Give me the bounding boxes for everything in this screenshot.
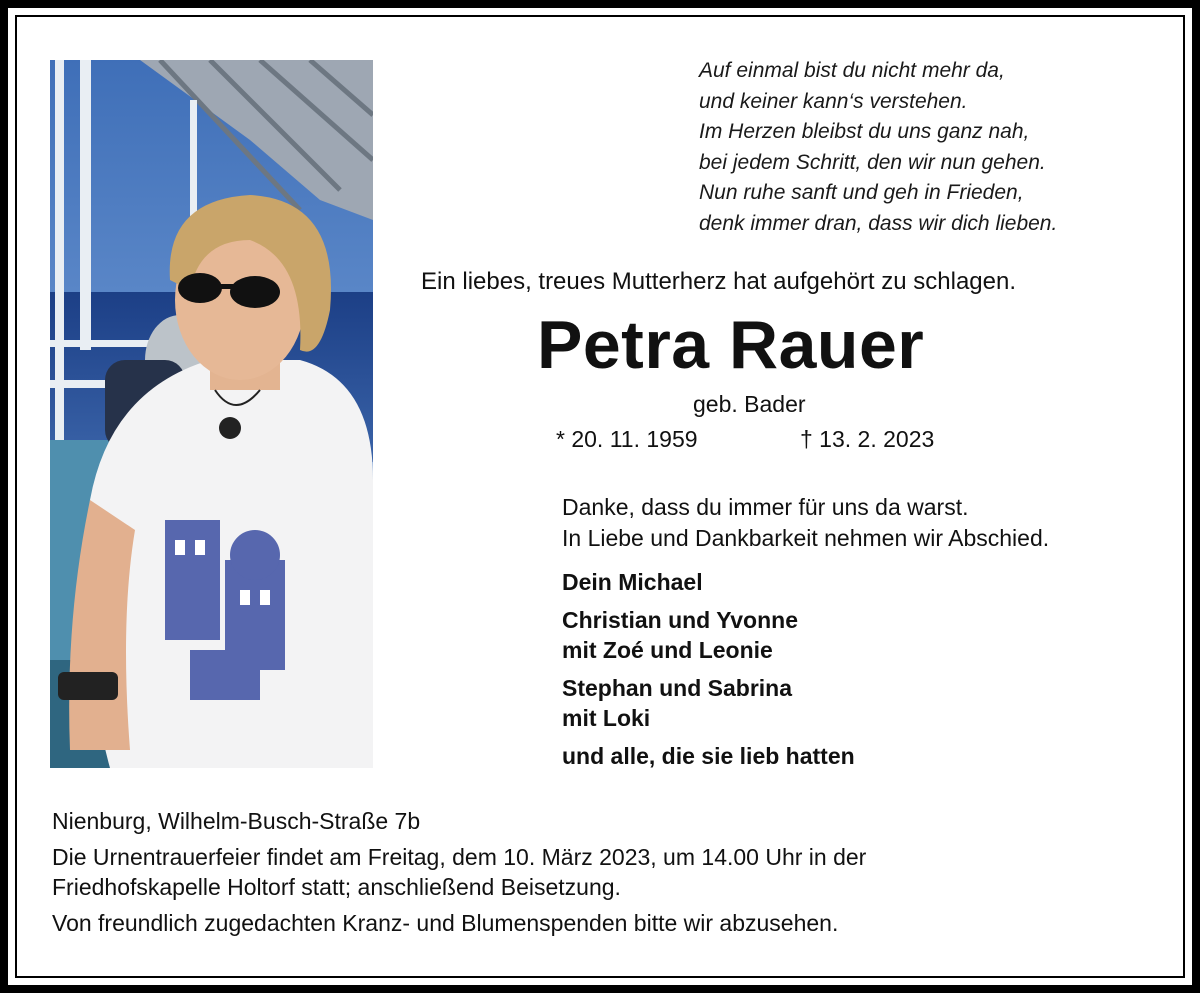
memorial-poem <box>699 56 1057 239</box>
family-line: und alle, die sie lieb hatten <box>562 742 855 769</box>
family-line: Christian und Yvonne <box>562 606 798 633</box>
portrait-photo <box>50 60 373 768</box>
family-group <box>562 605 855 666</box>
family-signatures <box>562 567 855 778</box>
donations-line: Von freundlich zugedachten Kranz- und Blumenspenden bitte wir abzusehen. <box>52 910 839 936</box>
family-group <box>562 673 855 734</box>
thanks-line: In Liebe und Dankbarkeit nehmen wir Abschied. <box>562 525 1050 551</box>
maiden-name: geb. Bader <box>693 391 806 417</box>
poem-line: Auf einmal bist du nicht mehr da, <box>699 59 1005 82</box>
family-line: mit Zoé und Leonie <box>562 637 773 663</box>
family-group <box>562 567 855 598</box>
ceremony-line: Friedhofskapelle Holtorf statt; anschließend Beisetzung. <box>52 874 621 900</box>
intro-text: Ein liebes, treues Mutterherz hat aufgehört zu schlagen. <box>421 268 1017 295</box>
poem-line: denk immer dran, dass wir dich lieben. <box>699 211 1058 235</box>
ceremony-line: Die Urnentrauerfeier findet am Freitag, dem 10. März 2023, um 14.00 Uhr in der <box>52 844 867 870</box>
thanks-line: Danke, dass du immer für uns da warst. <box>562 494 969 520</box>
family-line: Stephan und Sabrina <box>562 674 793 701</box>
poem-line: und keiner kann‘s verstehen. <box>699 89 968 113</box>
family-group <box>562 741 855 772</box>
footer-info <box>52 806 866 938</box>
birth-date: * 20. 11. 1959 <box>556 426 698 452</box>
address-line: Nienburg, Wilhelm-Busch-Straße 7b <box>52 808 421 834</box>
deceased-name: Petra Rauer <box>537 307 925 383</box>
family-line: Dein Michael <box>562 569 703 595</box>
death-date: † 13. 2. 2023 <box>800 426 935 452</box>
poem-line: Nun ruhe sanft und geh in Frieden, <box>699 181 1024 204</box>
poem-line: Im Herzen bleibst du uns ganz nah, <box>699 120 1030 143</box>
poem-line: bei jedem Schritt, den wir nun gehen. <box>699 150 1046 174</box>
family-line: mit Loki <box>562 705 651 731</box>
thanks-text <box>562 492 1049 554</box>
